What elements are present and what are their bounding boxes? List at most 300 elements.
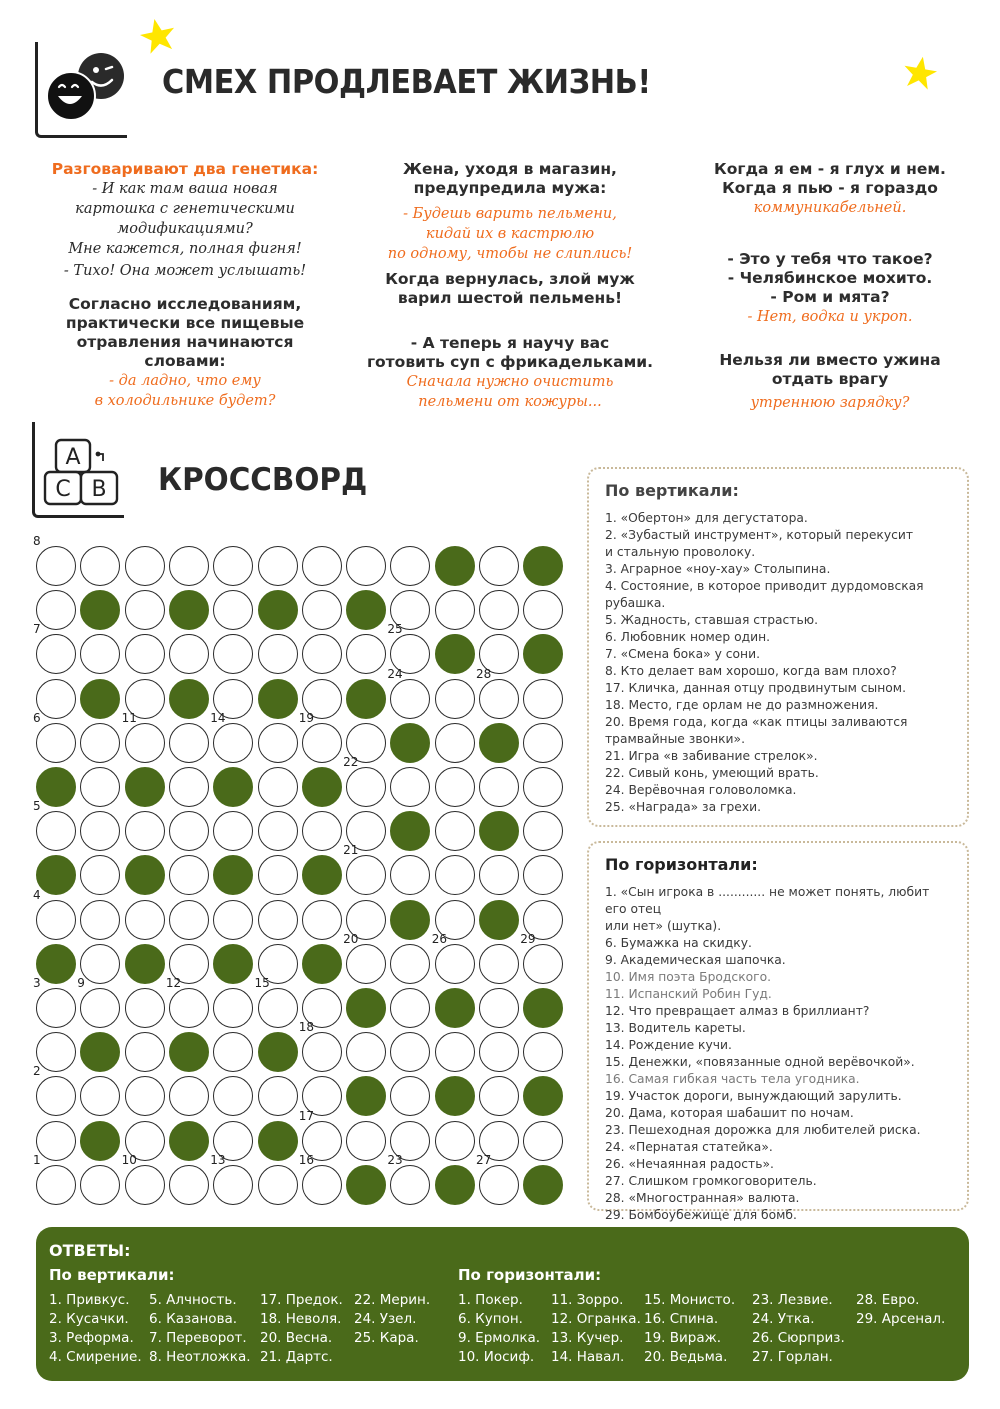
clue-item: 10. Имя поэта Бродского. <box>605 970 772 984</box>
answer-item: 17. Предок. <box>260 1292 343 1308</box>
answers-panel <box>36 1227 969 1381</box>
crossword-cell[interactable] <box>346 1121 386 1161</box>
crossword-cell[interactable] <box>80 988 120 1028</box>
crossword-cell[interactable] <box>435 944 475 984</box>
answer-item: 18. Неволя. <box>260 1311 342 1327</box>
crossword-cell[interactable] <box>169 767 209 807</box>
clue-item: 24. «Пернатая статейка». <box>605 1140 773 1154</box>
crossword-cell[interactable] <box>479 988 519 1028</box>
crossword-cell[interactable] <box>169 900 209 940</box>
crossword-block-cell <box>213 767 253 807</box>
crossword-cell[interactable] <box>169 855 209 895</box>
answers-horizontal-column <box>551 1291 641 1367</box>
clue-item: 26. «Нечаянная радость». <box>605 1157 774 1171</box>
clue-item: 11. Испанский Робин Гуд. <box>605 987 772 1001</box>
clue-number: 11 <box>121 710 137 725</box>
crossword-cell[interactable] <box>390 767 430 807</box>
joke-column-3 <box>690 160 970 413</box>
crossword-cell[interactable] <box>346 767 386 807</box>
joke-line: словами: <box>144 352 226 370</box>
crossword-cell[interactable] <box>390 679 430 719</box>
crossword-cell[interactable] <box>36 1032 76 1072</box>
answer-item: 8. Неотложка. <box>149 1349 251 1365</box>
clue-item: 23. Пешеходная дорожка для любителей риска. <box>605 1123 921 1137</box>
answers-horizontal-column <box>644 1291 735 1367</box>
crossword-block-cell <box>346 590 386 630</box>
crossword-cell[interactable] <box>125 1032 165 1072</box>
answer-item: 22. Мерин. <box>354 1292 431 1308</box>
crossword-cell[interactable] <box>258 723 298 763</box>
crossword-cell[interactable] <box>125 1165 165 1205</box>
crossword-cell[interactable] <box>523 1032 563 1072</box>
answer-item: 10. Иосиф. <box>458 1349 535 1365</box>
crossword-block-cell <box>213 855 253 895</box>
answer-item: 24. Утка. <box>752 1311 815 1327</box>
answer-item: 5. Алчность. <box>149 1292 237 1308</box>
crossword-cell[interactable] <box>36 988 76 1028</box>
joke-line: отдать врагу <box>771 370 889 388</box>
answers-vertical-column <box>354 1291 430 1348</box>
crossword-block-cell <box>523 1165 563 1205</box>
crossword-cell[interactable] <box>523 767 563 807</box>
crossword-cell[interactable] <box>435 767 475 807</box>
crossword-cell[interactable] <box>213 634 253 674</box>
crossword-cell[interactable] <box>390 855 430 895</box>
answers-vertical-column <box>149 1291 251 1367</box>
joke-line: Жена, уходя в магазин, <box>403 160 617 178</box>
clue-number: 4 <box>33 887 41 902</box>
crossword-cell[interactable] <box>523 855 563 895</box>
crossword-cell[interactable] <box>213 590 253 630</box>
joke-line: картошка с генетическими <box>75 201 295 217</box>
crossword-cell[interactable] <box>258 767 298 807</box>
joke-column-1 <box>40 160 330 411</box>
crossword-cell[interactable] <box>435 723 475 763</box>
joke-punchline: пельмени от кожуры... <box>418 394 602 410</box>
crossword-cell[interactable] <box>258 900 298 940</box>
answer-item: 20. Ведьма. <box>644 1349 728 1365</box>
clue-number: 6 <box>33 710 41 725</box>
clue-item: 25. «Награда» за грехи. <box>605 800 762 814</box>
crossword-cell[interactable] <box>213 988 253 1028</box>
joke-line: Когда я пью - я гораздо <box>722 179 938 197</box>
crossword-block-cell <box>80 1121 120 1161</box>
answer-item: 1. Привкус. <box>49 1292 130 1308</box>
answer-item: 16. Спина. <box>644 1311 719 1327</box>
clues-vertical-panel <box>587 467 969 827</box>
joke-quote: - Будешь варить пельмени, <box>403 206 617 222</box>
crossword-cell[interactable] <box>80 811 120 851</box>
crossword-cell[interactable] <box>36 811 76 851</box>
crossword-title: КРОССВОРД <box>158 462 368 498</box>
crossword-cell[interactable] <box>302 900 342 940</box>
crossword-cell[interactable] <box>479 767 519 807</box>
clue-item: рубашка. <box>605 596 666 610</box>
clue-number: 20 <box>343 931 359 946</box>
crossword-cell[interactable] <box>479 855 519 895</box>
clue-number: 23 <box>387 1152 403 1167</box>
crossword-block-cell <box>479 811 519 851</box>
crossword-cell[interactable] <box>36 723 76 763</box>
clue-number: 17 <box>298 1108 315 1123</box>
answer-item: 11. Зорро. <box>551 1292 624 1308</box>
crossword-cell[interactable] <box>80 546 120 586</box>
joke-line: практически все пищевые <box>65 314 305 332</box>
clue-item: 1. «Сын игрока в ............ не может понять, любит его отец <box>605 885 930 916</box>
crossword-block-cell <box>169 1032 209 1072</box>
clue-number: 3 <box>33 976 41 990</box>
answer-item: 28. Евро. <box>856 1292 920 1308</box>
crossword-cell[interactable] <box>258 546 298 586</box>
laughing-faces-icon <box>44 50 126 122</box>
crossword-cell[interactable] <box>80 944 120 984</box>
clue-number: 9 <box>77 976 85 990</box>
crossword-block-cell <box>36 767 76 807</box>
joke-line: Нельзя ли вместо ужина <box>719 351 941 369</box>
crossword-cell[interactable] <box>125 1076 165 1116</box>
clue-number: 15 <box>254 976 270 990</box>
crossword-block-cell <box>302 855 342 895</box>
joke-line: предупредила мужа: <box>413 179 607 197</box>
crossword-block-cell <box>169 679 209 719</box>
clues-vertical-list <box>605 510 953 816</box>
crossword-block-cell <box>125 855 165 895</box>
joke-line: - Это у тебя что такое? <box>727 250 933 268</box>
crossword-cell[interactable] <box>302 634 342 674</box>
crossword-cell[interactable] <box>213 1076 253 1116</box>
crossword-cell[interactable] <box>390 1165 430 1205</box>
crossword-block-cell <box>80 1032 120 1072</box>
clue-number: 2 <box>33 1064 41 1079</box>
crossword-cell[interactable] <box>523 944 563 984</box>
crossword-cell[interactable] <box>258 855 298 895</box>
star-icon <box>902 55 938 91</box>
crossword-cell[interactable] <box>125 634 165 674</box>
crossword-cell[interactable] <box>302 723 342 763</box>
answers-vertical-column <box>49 1291 142 1367</box>
crossword-cell[interactable] <box>435 1032 475 1072</box>
crossword-cell[interactable] <box>36 1165 76 1205</box>
answer-item: 7. Переворот. <box>149 1330 247 1346</box>
answers-horizontal-column <box>752 1291 845 1367</box>
joke-column-2 <box>360 160 660 412</box>
joke-line: - И как там ваша новая <box>92 181 278 197</box>
joke-title: Разговаривают два генетика: <box>51 160 319 178</box>
answer-item: 13. Кучер. <box>551 1330 624 1346</box>
clue-item: 19. Участок дороги, вынуждающий зарулить. <box>605 1089 902 1103</box>
clue-item: 6. Бумажка на скидку. <box>605 936 752 950</box>
crossword-cell[interactable] <box>36 546 76 586</box>
page-title: СМЕХ ПРОДЛЕВАЕТ ЖИЗНЬ! <box>162 62 651 101</box>
crossword-cell[interactable] <box>346 634 386 674</box>
crossword-cell[interactable] <box>80 900 120 940</box>
clue-item: 17. Кличка, данная отцу продвинутым сыном. <box>605 681 906 695</box>
crossword-block-cell <box>523 1076 563 1116</box>
crossword-cell[interactable] <box>36 1076 76 1116</box>
crossword-cell[interactable] <box>258 988 298 1028</box>
clues-horizontal-list <box>605 884 953 1224</box>
crossword-cell[interactable] <box>346 855 386 895</box>
crossword-cell[interactable] <box>36 900 76 940</box>
joke-punchline: - да ладно, что ему <box>109 373 261 389</box>
answers-horizontal-column <box>458 1291 540 1367</box>
crossword-cell[interactable] <box>302 590 342 630</box>
joke-punchline: Сначала нужно очистить <box>406 374 614 390</box>
crossword-block-cell <box>479 900 519 940</box>
clue-number: 19 <box>298 710 315 725</box>
crossword-cell[interactable] <box>213 1165 253 1205</box>
crossword-block-cell <box>36 855 76 895</box>
crossword-block-cell <box>435 1076 475 1116</box>
crossword-cell[interactable] <box>125 988 165 1028</box>
crossword-cell[interactable] <box>36 1121 76 1161</box>
crossword-cell[interactable] <box>523 590 563 630</box>
crossword-cell[interactable] <box>80 634 120 674</box>
clue-item: 15. Денежки, «повязанные одной верёвочкой». <box>605 1055 915 1069</box>
answers-vertical-title: По вертикали: <box>49 1266 175 1284</box>
crossword-cell[interactable] <box>435 679 475 719</box>
crossword-cell[interactable] <box>390 944 430 984</box>
joke-line: варил шестой пельмень! <box>397 289 623 307</box>
crossword-cell[interactable] <box>125 546 165 586</box>
crossword-cell[interactable] <box>213 546 253 586</box>
clue-item: 5. Жадность, ставшая страстью. <box>605 613 818 627</box>
clue-item: 14. Рождение кучи. <box>605 1038 732 1052</box>
crossword-block-cell <box>258 679 298 719</box>
crossword-cell[interactable] <box>258 811 298 851</box>
crossword-cell[interactable] <box>523 723 563 763</box>
joke-punchline: в холодильнике будет? <box>94 393 276 409</box>
crossword-cell[interactable] <box>390 1032 430 1072</box>
crossword-block-cell <box>346 679 386 719</box>
svg-text:B: B <box>91 477 107 502</box>
crossword-cell[interactable] <box>435 1121 475 1161</box>
answer-item: 21. Дартс. <box>260 1349 333 1365</box>
clue-number: 22 <box>343 755 359 769</box>
answer-item: 23. Лезвие. <box>752 1292 833 1308</box>
crossword-block-cell <box>169 1121 209 1161</box>
crossword-cell[interactable] <box>435 811 475 851</box>
clue-item: 7. «Смена бока» у сони. <box>605 647 760 661</box>
crossword-block-cell <box>390 723 430 763</box>
answer-item: 1. Покер. <box>458 1292 523 1308</box>
crossword-block-cell <box>346 1076 386 1116</box>
crossword-block-cell <box>346 988 386 1028</box>
crossword-block-cell <box>302 944 342 984</box>
crossword-cell[interactable] <box>479 546 519 586</box>
crossword-cell[interactable] <box>258 634 298 674</box>
clue-number: 10 <box>121 1152 137 1167</box>
clue-item: 1. «Обертон» для дегустатора. <box>605 511 808 525</box>
crossword-cell[interactable] <box>125 811 165 851</box>
crossword-cell[interactable] <box>523 1121 563 1161</box>
clue-number: 16 <box>298 1152 315 1167</box>
clue-number: 21 <box>343 843 359 858</box>
clue-item: 4. Состояние, в которое приводит дурдомовская <box>605 579 924 593</box>
clue-item: 9. Академическая шапочка. <box>605 953 786 967</box>
clue-item: или нет» (шутка). <box>605 919 722 933</box>
crossword-cell[interactable] <box>479 679 519 719</box>
answer-item: 27. Горлан. <box>752 1349 833 1365</box>
answer-item: 29. Арсенал. <box>856 1311 946 1327</box>
joke-quote: кидай их в кастрюлю <box>425 226 595 242</box>
crossword-cell[interactable] <box>80 723 120 763</box>
crossword-block-cell <box>523 546 563 586</box>
crossword-cell[interactable] <box>213 1032 253 1072</box>
crossword-cell[interactable] <box>479 1165 519 1205</box>
crossword-cell[interactable] <box>346 1032 386 1072</box>
clue-number: 26 <box>431 931 447 946</box>
clue-number: 18 <box>298 1020 315 1035</box>
answer-item: 4. Смирение. <box>49 1349 142 1365</box>
crossword-cell[interactable] <box>213 723 253 763</box>
answers-vertical-column <box>260 1291 343 1367</box>
crossword-block-cell <box>435 988 475 1028</box>
answers-title: ОТВЕТЫ: <box>49 1241 131 1260</box>
crossword-cell[interactable] <box>169 988 209 1028</box>
joke-quote: по одному, чтобы не слиплись! <box>387 246 633 262</box>
abc-blocks-icon <box>42 437 122 507</box>
clue-number: 25 <box>387 622 403 637</box>
crossword-cell[interactable] <box>80 767 120 807</box>
crossword-cell[interactable] <box>390 988 430 1028</box>
answer-item: 14. Навал. <box>551 1349 625 1365</box>
crossword-cell[interactable] <box>169 634 209 674</box>
crossword-block-cell <box>435 1165 475 1205</box>
crossword-cell[interactable] <box>302 546 342 586</box>
crossword-cell[interactable] <box>213 811 253 851</box>
answer-item: 25. Кара. <box>354 1330 419 1346</box>
joke-punchline: коммуникабельней. <box>753 200 907 216</box>
clue-number: 7 <box>33 622 41 637</box>
crossword-cell[interactable] <box>479 590 519 630</box>
answer-item: 19. Вираж. <box>644 1330 722 1346</box>
crossword-cell[interactable] <box>169 723 209 763</box>
crossword-cell[interactable] <box>169 546 209 586</box>
crossword-cell[interactable] <box>479 1076 519 1116</box>
clue-number: 28 <box>476 666 492 681</box>
crossword-block-cell <box>435 634 475 674</box>
crossword-block-cell <box>80 590 120 630</box>
crossword-block-cell <box>523 634 563 674</box>
crossword-cell[interactable] <box>346 944 386 984</box>
answer-item: 12. Огранка. <box>551 1311 641 1327</box>
answer-item: 3. Реформа. <box>49 1330 134 1346</box>
crossword-cell[interactable] <box>523 811 563 851</box>
crossword-cell[interactable] <box>169 1076 209 1116</box>
answers-horizontal-column <box>856 1291 945 1329</box>
crossword-cell[interactable] <box>258 1165 298 1205</box>
clue-number: 1 <box>33 1152 41 1167</box>
clues-vertical-title: По вертикали: <box>605 481 739 500</box>
clue-item: 24. Верёвочная головоломка. <box>605 783 797 797</box>
answer-item: 6. Купон. <box>458 1311 523 1327</box>
crossword-block-cell <box>258 1121 298 1161</box>
answer-item: 24. Узел. <box>354 1311 417 1327</box>
crossword-cell[interactable] <box>80 855 120 895</box>
crossword-cell[interactable] <box>169 811 209 851</box>
crossword-cell[interactable] <box>346 546 386 586</box>
clue-number: 12 <box>165 976 182 990</box>
crossword-cell[interactable] <box>80 1165 120 1205</box>
joke-line: Мне кажется, полная фигня! <box>68 241 302 257</box>
clue-number: 8 <box>33 534 41 548</box>
joke-line: модификациями? <box>117 221 253 237</box>
clue-item: 3. Аграрное «ноу-хау» Столыпина. <box>605 562 831 576</box>
crossword-cell[interactable] <box>80 1076 120 1116</box>
crossword-cell[interactable] <box>435 855 475 895</box>
joke-punchline: - Нет, водка и укроп. <box>747 309 913 325</box>
clue-item: 27. Слишком громкоговоритель. <box>605 1174 817 1188</box>
answer-item: 15. Монисто. <box>644 1292 736 1308</box>
crossword-cell[interactable] <box>213 900 253 940</box>
crossword-cell[interactable] <box>390 1076 430 1116</box>
crossword-block-cell <box>479 723 519 763</box>
crossword-block-cell <box>169 590 209 630</box>
crossword-cell[interactable] <box>36 679 76 719</box>
clues-horizontal-panel <box>587 841 969 1222</box>
answer-item: 26. Сюрприз. <box>752 1330 845 1346</box>
joke-line: Согласно исследованиям, <box>68 295 302 313</box>
crossword-block-cell <box>390 900 430 940</box>
crossword-cell[interactable] <box>435 590 475 630</box>
crossword-block-cell <box>390 811 430 851</box>
answer-item: 9. Ермолка. <box>458 1330 541 1346</box>
crossword-cell[interactable] <box>36 590 76 630</box>
crossword-block-cell <box>125 944 165 984</box>
crossword-cell[interactable] <box>302 1165 342 1205</box>
clue-number: 5 <box>33 799 41 814</box>
crossword-cell[interactable] <box>302 811 342 851</box>
clues-horizontal-title: По горизонтали: <box>605 855 758 874</box>
crossword-block-cell <box>258 1032 298 1072</box>
crossword-block-cell <box>213 944 253 984</box>
star-icon <box>139 17 177 55</box>
clue-item: 20. Время года, когда «как птицы заливаются <box>605 715 908 729</box>
clue-item: 18. Место, где орлам не до размножения. <box>605 698 879 712</box>
crossword-block-cell <box>435 546 475 586</box>
joke-line: Когда я ем - я глух и нем. <box>714 160 946 178</box>
clue-item: и стальную проволоку. <box>605 545 756 559</box>
clue-number: 13 <box>210 1152 226 1167</box>
clue-number: 29 <box>520 931 536 946</box>
clue-item: 20. Дама, которая шабашит по ночам. <box>605 1106 854 1120</box>
clue-item: 13. Водитель кареты. <box>605 1021 746 1035</box>
crossword-block-cell <box>523 988 563 1028</box>
joke-line: - А теперь я научу вас <box>410 334 610 352</box>
crossword-cell[interactable] <box>523 679 563 719</box>
crossword-cell[interactable] <box>479 1032 519 1072</box>
joke-punchline: утреннюю зарядку? <box>750 395 910 411</box>
clue-item: 16. Самая гибкая часть тела угодника. <box>605 1072 860 1086</box>
crossword-cell[interactable] <box>258 1076 298 1116</box>
svg-text:C: C <box>55 477 71 502</box>
crossword-cell[interactable] <box>479 944 519 984</box>
crossword-cell[interactable] <box>125 723 165 763</box>
crossword-cell[interactable] <box>36 634 76 674</box>
crossword-cell[interactable] <box>125 590 165 630</box>
crossword-cell[interactable] <box>125 900 165 940</box>
crossword-cell[interactable] <box>302 1032 342 1072</box>
crossword-cell[interactable] <box>390 546 430 586</box>
crossword-grid <box>33 534 568 1208</box>
crossword-cell[interactable] <box>169 1165 209 1205</box>
clue-item: 22. Сивый конь, умеющий врать. <box>605 766 819 780</box>
answers-horizontal-title: По горизонтали: <box>458 1266 602 1284</box>
joke-line: Когда вернулась, злой муж <box>385 270 635 288</box>
answer-item: 2. Кусачки. <box>49 1311 129 1327</box>
clue-item: 29. Бомбоубежище для бомб. <box>605 1208 797 1222</box>
